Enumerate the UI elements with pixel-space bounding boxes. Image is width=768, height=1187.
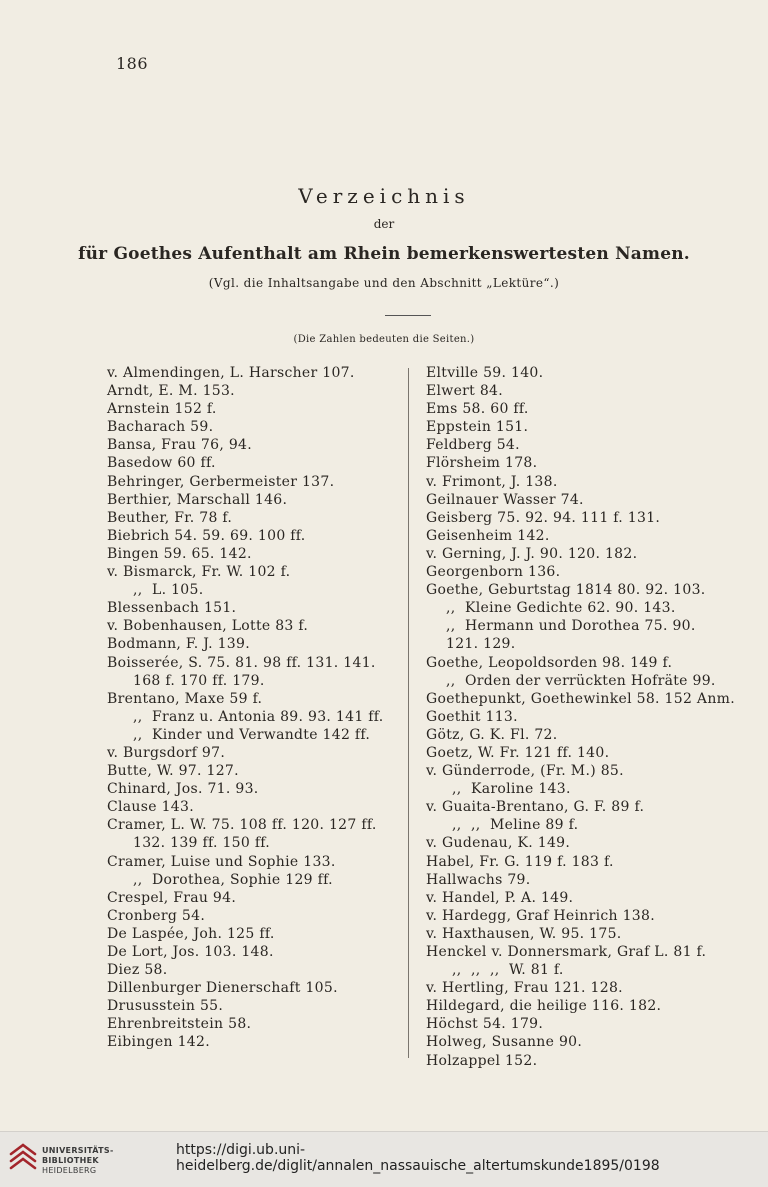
right-column bbox=[426, 364, 735, 1070]
page-number: 186 bbox=[116, 54, 149, 73]
index-entry: v. Günderrode, (Fr. M.) 85. bbox=[426, 763, 624, 780]
index-entry: Geisenheim 142. bbox=[426, 527, 550, 544]
index-entry: v. Bismarck, Fr. W. 102 f. bbox=[107, 564, 291, 581]
index-entry: ,, Dorothea, Sophie 129 ff. bbox=[133, 871, 333, 888]
index-entry: Georgenborn 136. bbox=[426, 564, 561, 581]
index-entry: Berthier, Marschall 146. bbox=[107, 491, 288, 508]
index-entry: Cramer, L. W. 75. 108 ff. 120. 127 ff. bbox=[107, 817, 377, 834]
library-logo-icon[interactable] bbox=[8, 1142, 38, 1178]
index-entry: Hildegard, die heilige 116. 182. bbox=[426, 998, 662, 1015]
index-entry: Götz, G. K. Fl. 72. bbox=[426, 726, 558, 743]
index-entry: Clause 143. bbox=[107, 799, 194, 816]
index-entry: Cronberg 54. bbox=[107, 907, 206, 924]
index-entry: v. Handel, P. A. 149. bbox=[426, 889, 574, 906]
index-title-sub: der bbox=[373, 217, 395, 231]
index-entry: Dillenburger Dienerschaft 105. bbox=[107, 980, 338, 997]
index-entry: v. Guaita-Brentano, G. F. 89 f. bbox=[426, 799, 645, 816]
index-entry: Goethe, Leopoldsorden 98. 149 f. bbox=[426, 654, 673, 671]
index-entry: ,, ,, ,, W. 81 f. bbox=[452, 962, 564, 979]
index-entry: Diez 58. bbox=[107, 962, 168, 979]
index-entry: Ehrenbreitstein 58. bbox=[107, 1016, 252, 1033]
index-entry: Höchst 54. 179. bbox=[426, 1016, 544, 1033]
index-entry: v. Hertling, Frau 121. 128. bbox=[426, 980, 623, 997]
index-entry: Drususstein 55. bbox=[107, 998, 224, 1015]
index-entry: Chinard, Jos. 71. 93. bbox=[107, 781, 259, 798]
column-divider bbox=[408, 368, 409, 1058]
index-entry: Elwert 84. bbox=[426, 383, 503, 400]
index-entry: v. Gudenau, K. 149. bbox=[426, 835, 571, 852]
index-entry: Biebrich 54. 59. 69. 100 ff. bbox=[107, 527, 306, 544]
index-entry: v. Bobenhausen, Lotte 83 f. bbox=[107, 618, 309, 635]
index-entry: Goethit 113. bbox=[426, 708, 518, 725]
index-entry: v. Almendingen, L. Harscher 107. bbox=[107, 365, 355, 381]
library-name-line3: HEIDELBERG bbox=[42, 1166, 97, 1175]
index-entry: Butte, W. 97. 127. bbox=[107, 763, 239, 780]
page-note: (Die Zahlen bedeuten die Seiten.) bbox=[293, 334, 475, 345]
index-entry: ,, Franz u. Antonia 89. 93. 141 ff. bbox=[133, 708, 384, 725]
index-entry: v. Haxthausen, W. 95. 175. bbox=[426, 925, 622, 942]
index-entry: 121. 129. bbox=[446, 636, 516, 653]
library-name-line1: UNIVERSITÄTS- bbox=[42, 1146, 114, 1155]
index-entry: Arndt, E. M. 153. bbox=[107, 383, 235, 400]
index-entry: De Laspée, Joh. 125 ff. bbox=[107, 925, 275, 942]
index-entry: De Lort, Jos. 103. 148. bbox=[107, 944, 274, 960]
index-entry: ,, Kinder und Verwandte 142 ff. bbox=[133, 726, 371, 743]
index-entry: Flörsheim 178. bbox=[426, 455, 538, 472]
index-entry: Holweg, Susanne 90. bbox=[426, 1034, 583, 1051]
separator-rule bbox=[385, 315, 431, 316]
index-entry: Beuther, Fr. 78 f. bbox=[107, 509, 233, 526]
index-entry: Behringer, Gerbermeister 137. bbox=[107, 473, 335, 490]
index-entry: Bansa, Frau 76, 94. bbox=[107, 437, 252, 454]
index-entry: v. Gerning, J. J. 90. 120. 182. bbox=[426, 545, 638, 562]
index-title: Verzeichnis bbox=[298, 184, 470, 208]
index-entry: Boisserée, S. 75. 81. 98 ff. 131. 141. bbox=[107, 654, 376, 671]
index-entry: Geisberg 75. 92. 94. 111 f. 131. bbox=[426, 509, 661, 526]
index-entry: ,, Karoline 143. bbox=[452, 781, 571, 798]
index-entry: Goethepunkt, Goethewinkel 58. 152 Anm. bbox=[426, 690, 735, 707]
index-entry: 168 f. 170 ff. 179. bbox=[133, 672, 265, 689]
index-entry: Bacharach 59. bbox=[107, 419, 214, 436]
index-entry: Basedow 60 ff. bbox=[107, 455, 216, 472]
index-entry: Holzappel 152. bbox=[426, 1052, 538, 1069]
index-entry: v. Burgsdorf 97. bbox=[107, 744, 226, 761]
index-entry: Ems 58. 60 ff. bbox=[426, 401, 529, 418]
index-entry: ,, Orden der verrückten Hofräte 99. bbox=[446, 672, 716, 689]
footer-bar bbox=[0, 1131, 768, 1187]
index-subheading: (Vgl. die Inhaltsangabe und den Abschnitt „Lektüre“.) bbox=[208, 276, 560, 290]
index-entry: Cramer, Luise und Sophie 133. bbox=[107, 853, 336, 870]
index-entry: Brentano, Maxe 59 f. bbox=[107, 690, 263, 707]
index-entry: Goethe, Geburtstag 1814 80. 92. 103. bbox=[426, 582, 706, 599]
index-entry: v. Hardegg, Graf Heinrich 138. bbox=[426, 907, 655, 924]
index-entry: ,, Hermann und Dorothea 75. 90. bbox=[446, 618, 696, 635]
index-entry: ,, L. 105. bbox=[133, 582, 204, 599]
index-entry: Hallwachs 79. bbox=[426, 871, 531, 888]
index-entry: Bingen 59. 65. 142. bbox=[107, 545, 252, 562]
index-entry: Geilnauer Wasser 74. bbox=[426, 491, 584, 508]
index-heading: für Goethes Aufenthalt am Rhein bemerkenswertesten Namen. bbox=[78, 244, 690, 264]
left-column bbox=[107, 364, 397, 1052]
source-url-link[interactable]: https://digi.ub.uni-heidelberg.de/diglit/annalen_nassauische_altertumskunde1895/0198 bbox=[176, 1142, 660, 1174]
index-entry: Feldberg 54. bbox=[426, 437, 520, 454]
index-entry: Eltville 59. 140. bbox=[426, 365, 544, 381]
library-name-line2: BIBLIOTHEK bbox=[42, 1156, 99, 1165]
index-entry: Habel, Fr. G. 119 f. 183 f. bbox=[426, 853, 614, 870]
index-entry: ,, Kleine Gedichte 62. 90. 143. bbox=[446, 600, 676, 617]
index-entry: 132. 139 ff. 150 ff. bbox=[133, 835, 271, 852]
index-entry: Eibingen 142. bbox=[107, 1034, 210, 1051]
index-entry: v. Frimont, J. 138. bbox=[426, 473, 558, 490]
index-entry: Eppstein 151. bbox=[426, 419, 529, 436]
index-entry: ,, ,, Meline 89 f. bbox=[452, 817, 579, 834]
index-entry: Goetz, W. Fr. 121 ff. 140. bbox=[426, 744, 610, 761]
index-entry: Henckel v. Donnersmark, Graf L. 81 f. bbox=[426, 944, 707, 960]
index-entry: Arnstein 152 f. bbox=[107, 401, 217, 418]
index-entry: Crespel, Frau 94. bbox=[107, 889, 237, 906]
index-entry: Blessenbach 151. bbox=[107, 600, 237, 617]
index-entry: Bodmann, F. J. 139. bbox=[107, 636, 250, 653]
